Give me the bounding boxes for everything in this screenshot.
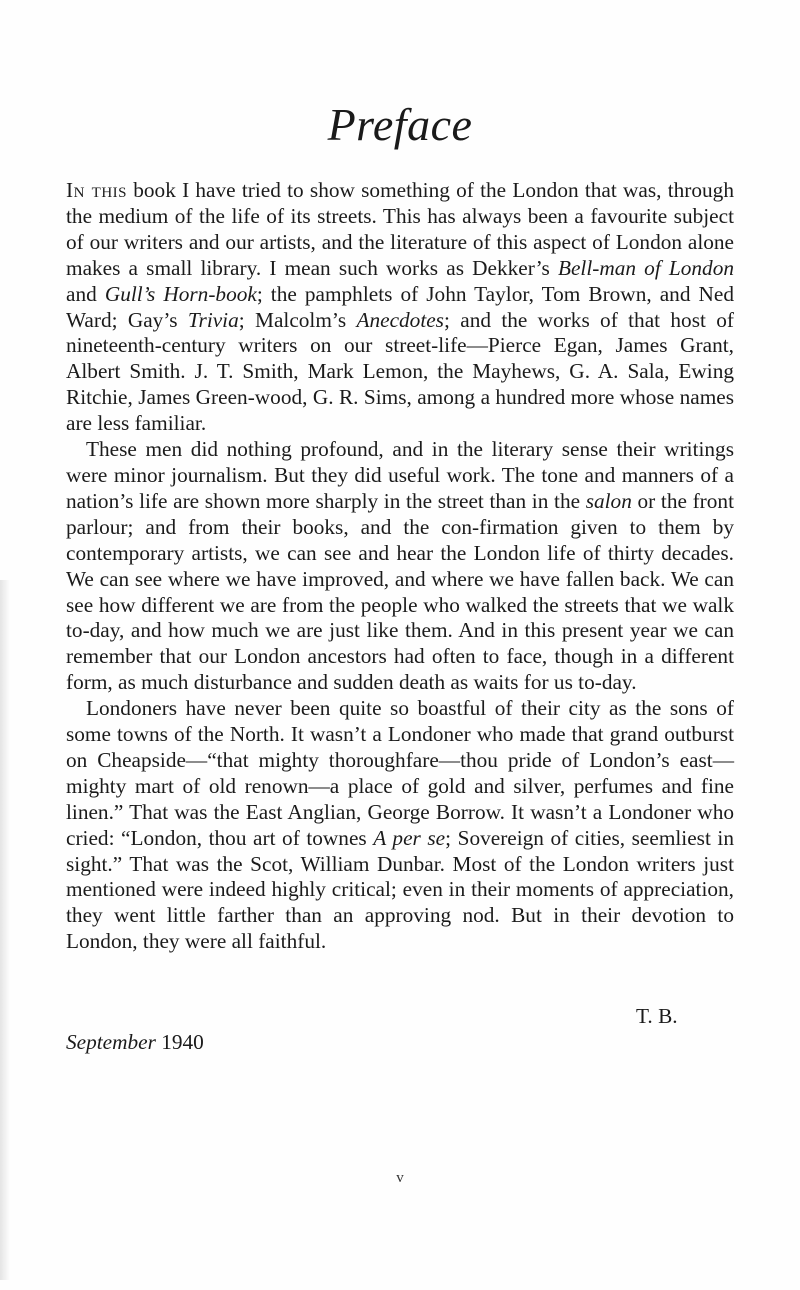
page-number: v (396, 1170, 404, 1186)
date-month: September (66, 1030, 156, 1054)
text-run: These men did nothing profound, and in the literary sense their writings were minor journalism. But they did useful work. The tone and manners of a nation’s life are shown more sharply in the street than in the (66, 437, 734, 513)
text-run: and (66, 281, 105, 306)
italic-title: salon (585, 488, 632, 513)
date-year: 1940 (161, 1030, 204, 1054)
italic-title: A per se (373, 825, 446, 850)
text-run: book I have tried to show something of the London that was, through the medium of the life of its streets. This has always been a favourite subject of our writers and our artists, and the literature of this aspect of London alone makes a small library. I mean such works as Dekker’s (66, 178, 734, 280)
paragraph (66, 437, 734, 696)
small-caps-opening: In this (66, 178, 127, 202)
text-run: Londoners have never been quite so boastful of their city as the sons of some towns of the North. It wasn’t a Londoner who made that grand outburst on Cheapside—“that mighty thoroughfare—thou pride of London’s east—mighty mart of old renown—a place of gold and silver, perfumes and fine linen.” That was the East Anglian, George Borrow. It wasn’t a Londoner who cried: “London, thou art of townes (66, 696, 734, 850)
text-run: ; Sovereign of cities, seemliest in sight.” That was the Scot, William Dunbar. Most of the London writers just mentioned were indeed highly critical; even in their moments of appreciation, they went little farther than an approving nod. But in their devotion to London, they were all faithful. (66, 825, 734, 954)
author-initials: T. B. (636, 1004, 678, 1028)
text-run: ; and the works of that host of nineteenth-century writers on our street-life—Pierce Egan, James Grant, Albert Smith. J. T. Smith, Mark Lemon, the Mayhews, G. A. Sala, Ewing Ritchie, James Green-wood, G. R. Sims, among a hundred more whose names are less familiar. (66, 307, 734, 436)
page-title: Preface (327, 99, 473, 150)
paragraph (66, 696, 734, 955)
text-run: ; the pamphlets of John Taylor, Tom Brown, and Ned Ward; Gay’s (66, 281, 734, 332)
italic-title: Trivia (187, 307, 239, 332)
text-run: or the front parlour; and from their books, and the con-firmation given to them by contemporary artists, we can see and hear the London life of thirty decades. We can see where we have improved, and where we have fallen back. We can see how different we are from the people who walked the streets that we walk to-day, and how much we are just like them. And in this present year we can remember that our London ancestors had often to face, though in a different form, as much disturbance and sudden death as waits for us to-day. (66, 488, 734, 695)
italic-title: Gull’s Horn-book (104, 281, 257, 306)
italic-title: Anecdotes (356, 307, 444, 332)
text-run: ; Malcolm’s (238, 307, 357, 332)
paragraph (66, 178, 734, 437)
preface-date (66, 1030, 204, 1055)
preface-body (66, 178, 734, 955)
italic-title: Bell-man of London (557, 255, 734, 280)
